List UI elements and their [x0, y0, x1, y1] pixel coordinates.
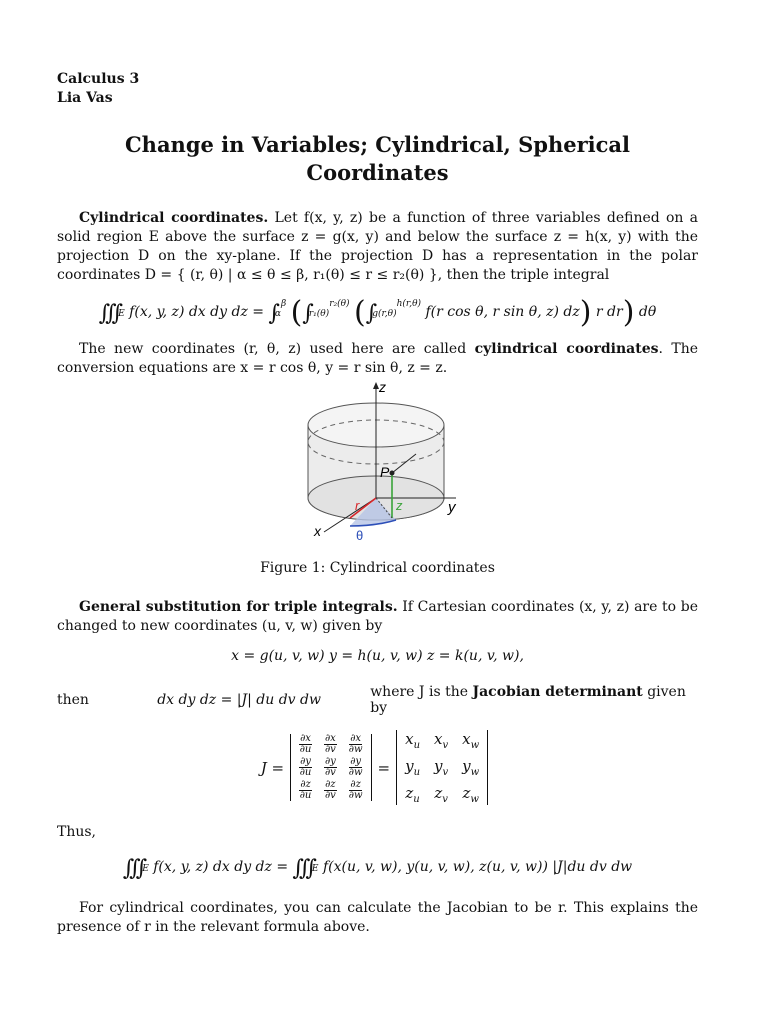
final-right: f(x(u, v, w), y(u, v, w), z(u, v, w)) |J|du dv dw: [322, 859, 633, 875]
partial-derivative: $\frac{\partial y}{\partial w}$: [348, 756, 363, 778]
cylinder-diagram: [278, 380, 478, 548]
substitution-heading: General substitution for triple integrals.: [79, 599, 398, 615]
jacobian-entry: $y_v$: [434, 757, 449, 778]
page-title: Change in Variables; Cylindrical, Spherical Coordinates: [124, 132, 631, 185]
header: [57, 70, 698, 108]
cylindrical-formula: ∫∫∫E f(x, y, z) dx dy dz = $\int\alpha^\beta$ ($\int r_1(\theta)^{r_2(\theta)}$ ($\int g(r,\theta)^{h(r,\theta)}$ f(r cos θ, r sin θ, z) dz) r dr) dθ: [98, 295, 657, 330]
jacobian-entry: $z_u$: [405, 784, 420, 805]
substitution-equations: x = g(u, v, w) y = h(u, v, w) z = k(u, v, w),: [231, 648, 524, 664]
closing-paragraph: For cylindrical coordinates, you can calculate the Jacobian to be r. This explains the presence of r in the relevant formula above.: [57, 900, 698, 935]
where-a: where J is the: [370, 684, 469, 700]
partials-matrix: [290, 734, 371, 801]
substitution-text: If Cartesian coordinates (x, y, z) are to be changed to new coordinates (u, v, w) given by: [57, 599, 699, 634]
label-y-axis: y: [447, 499, 455, 516]
partial-derivative: $\frac{\partial y}{\partial u}$: [299, 756, 312, 778]
author-name: Lia Vas: [57, 90, 113, 106]
j-label: J =: [260, 758, 285, 777]
conversion-paragraph: [57, 340, 698, 378]
equals-sign: =: [377, 758, 391, 777]
partial-derivative: $\frac{\partial x}{\partial w}$: [348, 733, 363, 755]
jacobian-entry: $y_w$: [462, 757, 480, 778]
jacobian-entry: $z_w$: [462, 784, 479, 805]
thus-word: Thus,: [57, 824, 97, 840]
label-z-cyl: z: [395, 498, 402, 513]
label-z-axis: z: [378, 380, 386, 395]
jacobian-entry: $x_u$: [405, 730, 421, 751]
partial-derivative: $\frac{\partial z}{\partial v}$: [324, 779, 336, 801]
then-word: then: [57, 692, 89, 708]
jacobian-entry: $y_u$: [405, 757, 421, 778]
jacobian-entry: $z_v$: [434, 784, 448, 805]
course-name: Calculus 3: [57, 71, 140, 87]
partial-derivative: $\frac{\partial x}{\partial v}$: [324, 733, 336, 755]
volume-element: dx dy dz = |J| du dv dw: [157, 692, 321, 708]
jacobian-determinant: [57, 730, 698, 805]
substitution-paragraph: [57, 598, 698, 636]
formula-inner: f(r cos θ, r sin θ, z) dz: [425, 304, 580, 320]
conversion-bold: cylindrical coordinates: [474, 341, 659, 357]
formula-left: f(x, y, z) dx dy dz =: [129, 304, 264, 320]
conversion-text-b: . The conversion equations are x = r cos θ, y = r sin θ, z = z.: [57, 341, 699, 376]
jacobian-bold: Jacobian determinant: [472, 684, 643, 700]
document-page: [57, 70, 698, 937]
label-r: r: [354, 498, 359, 513]
where-text: [370, 684, 698, 716]
label-theta: θ: [355, 528, 363, 543]
conversion-text-a: The new coordinates (r, θ, z) used here are called: [79, 341, 467, 357]
cylindrical-paragraph: [57, 209, 698, 285]
jacobian-entry: $x_w$: [462, 730, 480, 751]
final-left: f(x, y, z) dx dy dz =: [153, 859, 289, 875]
label-x-axis: x: [313, 523, 321, 539]
entries-matrix: [396, 730, 488, 805]
point-p: [389, 471, 394, 476]
where-b: given by: [370, 684, 686, 716]
partial-derivative: $\frac{\partial y}{\partial v}$: [324, 756, 336, 778]
cylinder-figure: [57, 380, 698, 552]
jacobian-entry: $x_v$: [434, 730, 449, 751]
label-point-p: P: [379, 464, 389, 480]
partial-derivative: $\frac{\partial z}{\partial u}$: [299, 779, 312, 801]
cylindrical-heading: Cylindrical coordinates.: [79, 210, 269, 226]
formula-end: dθ: [638, 304, 657, 320]
substitution-formula: ∫∫∫E f(x, y, z) dx dy dz = ∫∫∫E f(x(u, v, w), y(u, v, w), z(u, v, w)) |J|du dv dw: [122, 856, 633, 881]
partial-derivative: $\frac{\partial x}{\partial u}$: [299, 733, 312, 755]
formula-tail: r dr: [595, 304, 623, 320]
partial-derivative: $\frac{\partial z}{\partial w}$: [348, 779, 363, 801]
then-row: [57, 684, 698, 716]
cylindrical-text: Let f(x, y, z) be a function of three variables defined on a solid region E above the surface z = g(x, y) and below the surface z = h(x, y) with the projection D on the xy-plane. If the projection D has a representation in the polar coordinates D = { (r, θ) | α ≤ θ ≤ β, r₁(θ) ≤ r ≤ r₂(θ) }, then the triple integral: [57, 210, 698, 283]
figure-caption: Figure 1: Cylindrical coordinates: [260, 560, 495, 576]
